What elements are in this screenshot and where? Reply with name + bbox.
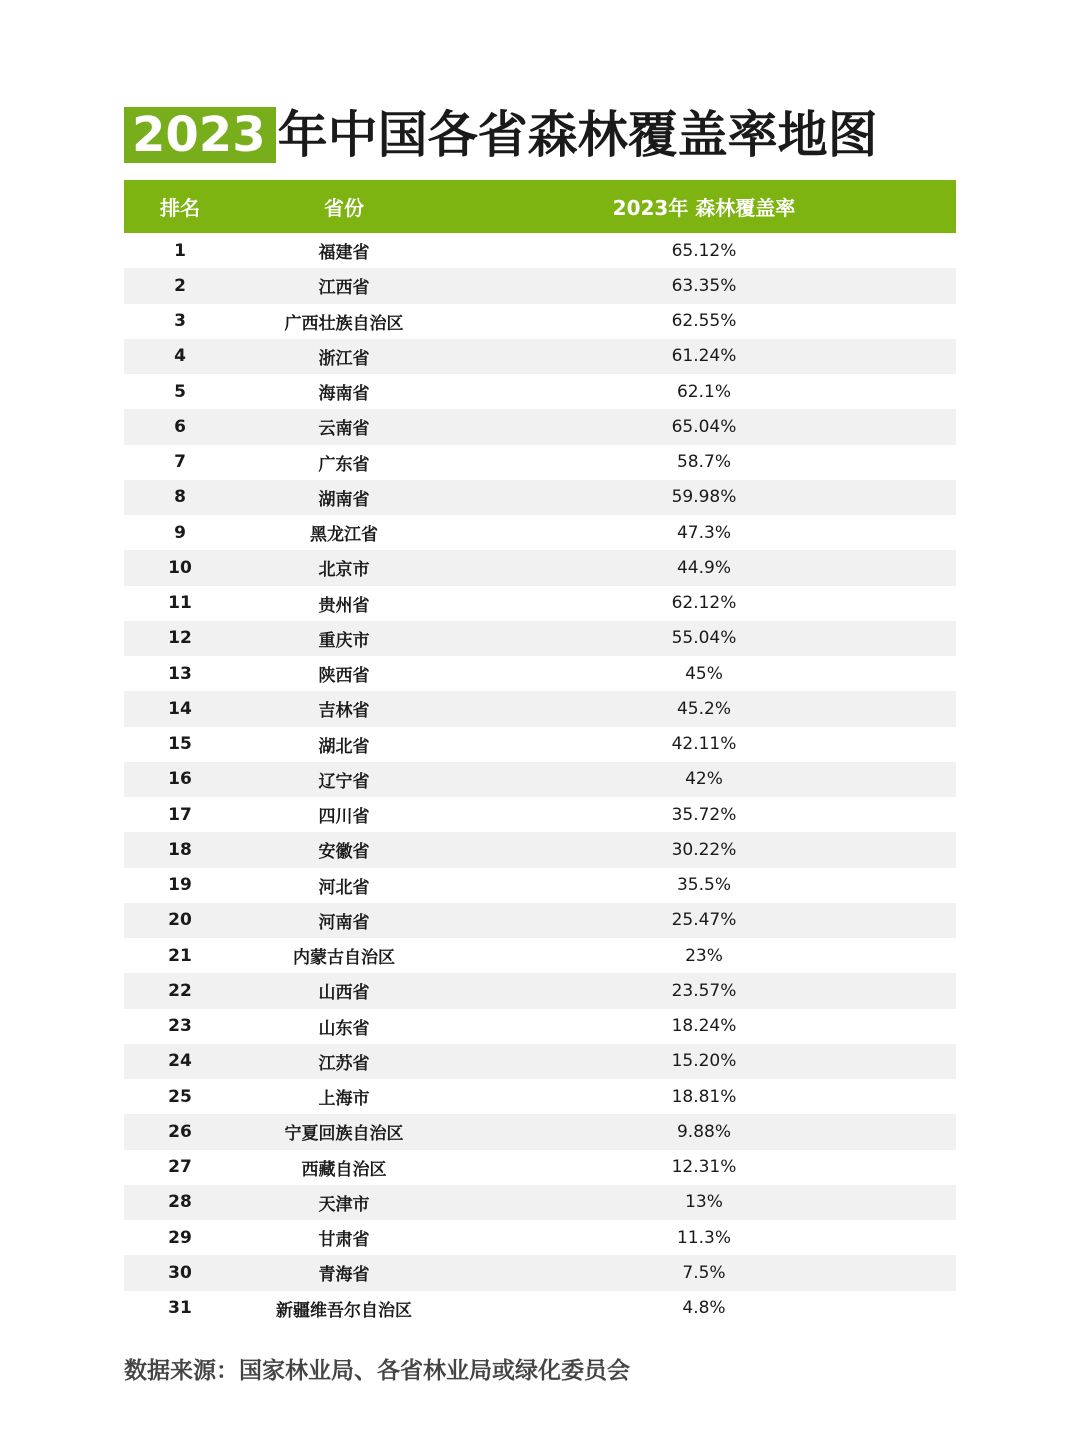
cell-rank: 1 (174, 240, 186, 261)
cell-province: 吉林省 (318, 701, 370, 722)
cell-province: 重庆市 (318, 630, 370, 651)
cell-rate: 23% (685, 945, 723, 966)
cell-rank: 19 (168, 875, 192, 896)
cell-rate: 35.5% (676, 875, 731, 896)
forest-coverage-table (124, 180, 956, 1326)
table-body (124, 233, 956, 1326)
table-row (124, 727, 956, 762)
cell-rank: 24 (168, 1051, 192, 1072)
cell-province: 黑龙江省 (310, 525, 378, 546)
cell-province: 湖北省 (318, 736, 370, 757)
title-text: 年中国各省森林覆盖率地图 (277, 106, 878, 164)
table-row (124, 374, 956, 409)
cell-rank: 23 (168, 1016, 192, 1037)
table-row (124, 1291, 956, 1326)
table-row (124, 656, 956, 691)
cell-rank: 14 (168, 698, 192, 719)
cell-province: 广西壮族自治区 (284, 313, 404, 334)
cell-province: 浙江省 (318, 348, 370, 369)
cell-province: 宁夏回族自治区 (284, 1124, 404, 1145)
cell-province: 河北省 (318, 877, 370, 898)
cell-rate: 18.24% (671, 1016, 737, 1037)
cell-province: 山东省 (318, 1018, 370, 1039)
cell-rate: 55.04% (671, 628, 737, 649)
cell-rank: 25 (168, 1086, 192, 1107)
cell-province: 河南省 (318, 912, 370, 933)
table-row (124, 1044, 956, 1079)
cell-province: 上海市 (318, 1089, 370, 1110)
cell-rank: 26 (168, 1121, 192, 1142)
cell-rank: 29 (168, 1227, 192, 1248)
cell-rate: 15.20% (671, 1051, 737, 1072)
cell-rate: 12.31% (671, 1157, 737, 1178)
table-row (124, 797, 956, 832)
cell-province: 新疆维吾尔自治区 (276, 1300, 412, 1321)
cell-rate: 13% (685, 1192, 723, 1213)
header-row (124, 180, 956, 233)
cell-province: 天津市 (318, 1194, 370, 1215)
cell-province: 北京市 (318, 560, 370, 581)
table-row (124, 586, 956, 621)
table-row (124, 268, 956, 303)
cell-rate: 23.57% (671, 980, 737, 1001)
cell-rank: 8 (174, 487, 186, 508)
title-year-badge: 2023 (124, 107, 276, 163)
header-rank: 排名 (160, 196, 200, 220)
cell-province: 江苏省 (318, 1053, 370, 1074)
cell-province: 安徽省 (318, 842, 370, 863)
table-row (124, 973, 956, 1008)
cell-rate: 42.11% (671, 734, 737, 755)
cell-rate: 4.8% (682, 1298, 726, 1319)
cell-rate: 65.04% (671, 416, 737, 437)
cell-rate: 7.5% (682, 1262, 726, 1283)
cell-rate: 62.12% (671, 593, 737, 614)
cell-rank: 30 (168, 1262, 192, 1283)
cell-rate: 62.55% (671, 311, 737, 332)
table-row (124, 762, 956, 797)
cell-rank: 4 (174, 346, 186, 367)
cell-rate: 63.35% (671, 275, 737, 296)
table-row (124, 868, 956, 903)
table-row (124, 304, 956, 339)
table-row (124, 445, 956, 480)
cell-rank: 11 (168, 593, 192, 614)
cell-province: 西藏自治区 (301, 1159, 387, 1180)
cell-rate: 62.1% (676, 381, 731, 402)
cell-rate: 35.72% (671, 804, 737, 825)
cell-rank: 2 (174, 275, 186, 296)
cell-rank: 21 (168, 945, 192, 966)
cell-province: 四川省 (318, 807, 370, 828)
cell-rate: 61.24% (671, 346, 737, 367)
cell-province: 广东省 (318, 454, 370, 475)
table-row (124, 1079, 956, 1114)
cell-province: 福建省 (318, 243, 370, 264)
data-table (124, 180, 956, 1326)
cell-rank: 31 (168, 1298, 192, 1319)
cell-rate: 42% (685, 769, 723, 790)
cell-rate: 59.98% (671, 487, 737, 508)
cell-province: 内蒙古自治区 (293, 948, 395, 969)
table-row (124, 1009, 956, 1044)
cell-rank: 9 (174, 522, 186, 543)
cell-province: 陕西省 (318, 666, 370, 687)
cell-rank: 18 (168, 839, 192, 860)
cell-rank: 17 (168, 804, 192, 825)
table-row (124, 233, 956, 268)
cell-rate: 30.22% (671, 839, 737, 860)
table-row (124, 409, 956, 444)
cell-rate: 25.47% (671, 910, 737, 931)
cell-rate: 45.2% (676, 698, 731, 719)
cell-rank: 5 (174, 381, 186, 402)
table-row (124, 515, 956, 550)
cell-rank: 22 (168, 980, 192, 1001)
cell-rank: 13 (168, 663, 192, 684)
cell-rate: 47.3% (676, 522, 731, 543)
table-row (124, 903, 956, 938)
table-row (124, 621, 956, 656)
cell-rank: 20 (168, 910, 192, 931)
cell-rate: 45% (685, 663, 723, 684)
cell-rate: 9.88% (676, 1121, 731, 1142)
table-row (124, 938, 956, 973)
cell-province: 湖南省 (318, 489, 370, 510)
cell-province: 贵州省 (318, 595, 370, 616)
table-row (124, 1185, 956, 1220)
table-row (124, 1150, 956, 1185)
cell-rank: 6 (174, 416, 186, 437)
cell-rank: 28 (168, 1192, 192, 1213)
table-row (124, 1255, 956, 1290)
cell-rate: 58.7% (676, 452, 731, 473)
table-row (124, 480, 956, 515)
header-province: 省份 (324, 196, 364, 220)
table-row (124, 1114, 956, 1149)
cell-rank: 12 (168, 628, 192, 649)
table-row (124, 1220, 956, 1255)
cell-province: 云南省 (318, 419, 370, 440)
cell-province: 甘肃省 (318, 1230, 370, 1251)
data-source-note: 数据来源：国家林业局、各省林业局或绿化委员会 (124, 1358, 630, 1384)
header-rate: 2023年 森林覆盖率 (612, 196, 796, 220)
cell-province: 青海省 (318, 1265, 370, 1286)
cell-province: 海南省 (318, 384, 370, 405)
cell-rank: 27 (168, 1157, 192, 1178)
cell-rank: 7 (174, 452, 186, 473)
table-row (124, 339, 956, 374)
cell-rate: 18.81% (671, 1086, 737, 1107)
cell-rank: 10 (168, 557, 192, 578)
cell-rate: 65.12% (671, 240, 737, 261)
cell-rank: 15 (168, 734, 192, 755)
cell-province: 辽宁省 (318, 771, 370, 792)
table-row (124, 832, 956, 867)
table-header (124, 180, 956, 233)
cell-rank: 3 (174, 311, 186, 332)
cell-rate: 44.9% (676, 557, 731, 578)
cell-province: 江西省 (318, 278, 370, 299)
table-row (124, 550, 956, 585)
cell-rate: 11.3% (676, 1227, 731, 1248)
page-title (124, 106, 878, 164)
cell-province: 山西省 (318, 983, 370, 1004)
cell-rank: 16 (168, 769, 192, 790)
table-row (124, 691, 956, 726)
